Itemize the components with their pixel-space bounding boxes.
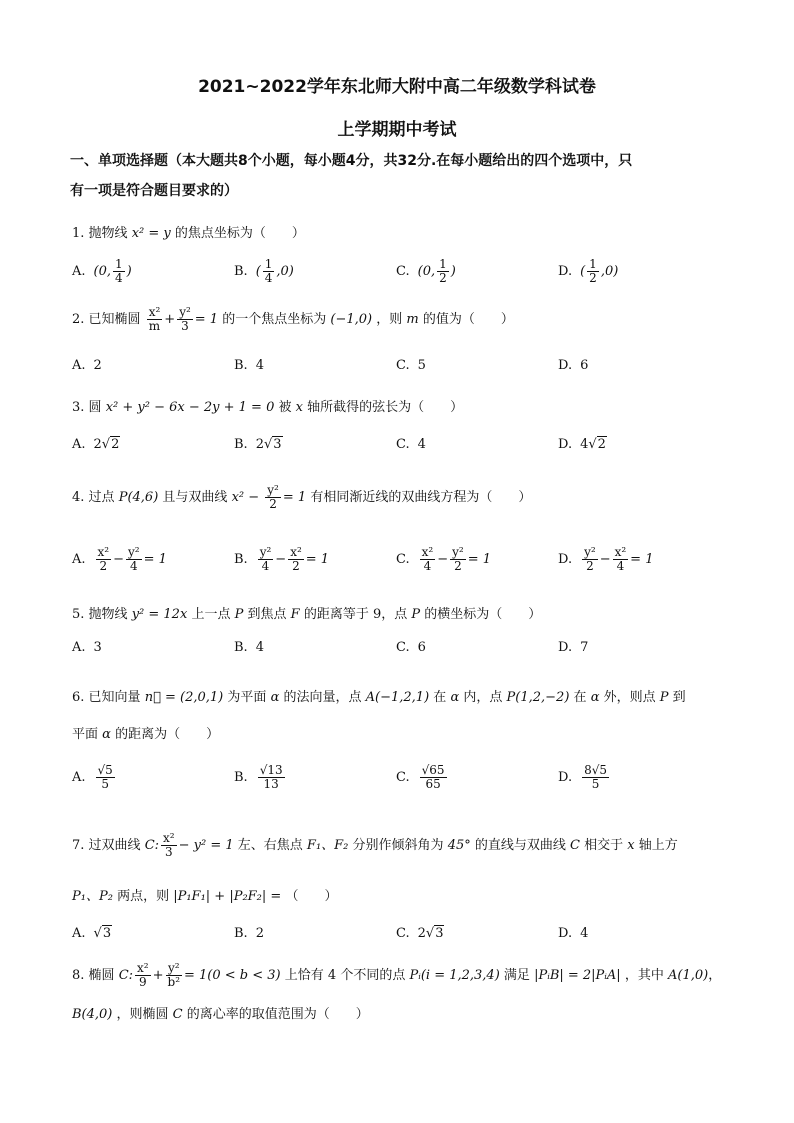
page-title: 2021~2022学年东北师大附中高二年级数学科试卷 [198,77,596,97]
option-a[interactable]: A. 2√2 [72,437,120,452]
option-d[interactable]: D. 6 [558,358,589,373]
question-8-line-2: B(4,0) ，则椭圆 C 的离心率的取值范围为（ ） [72,1007,369,1022]
question-8: 8. 椭圆 C: $\frac{\text{x²}}{9}$ + $\frac{\text{y²}}{\text{b²}}$ = 1(0 < b < 3) 上恰有 4 个不同的点 Pᵢ(i = 1,2,3,4) 满足 |PᵢB| = 2|PᵢA| ，其中 A(1,0)， [72,961,722,989]
question-7: 7. 过双曲线 C: $\frac{\text{x²}}{3}$ − y² = 1 左、右焦点 F₁、F₂ 分别作倾斜角为 45° 的直线与双曲线 C 相交于 x 轴上方 [72,831,678,859]
option-c[interactable]: C. 2√3 [396,926,444,941]
option-c[interactable]: C. (0, $\frac{1}{2}$ ) [396,257,456,285]
option-b[interactable]: B. 4 [234,358,264,373]
option-b[interactable]: B. $\frac{√13}{13}$ [234,763,283,791]
question-4: 4. 过点 P(4,6) 且与双曲线 x² − $\frac{\text{y²}}{2}$ = 1 有相同渐近线的双曲线方程为（ ） [72,483,532,511]
option-d[interactable]: D. 7 [558,640,589,655]
option-b[interactable]: B. 2√3 [234,437,282,452]
option-a[interactable]: A. 2 [72,358,102,373]
option-a[interactable]: A. (0, $\frac{1}{4}$ ) [72,257,132,285]
options-row-3 [72,437,732,463]
question-text: 已知椭圆 [88,312,141,327]
options-row-6 [72,764,732,790]
option-b[interactable]: B. 4 [234,640,264,655]
question-number: 1. [72,226,85,241]
option-b[interactable]: B. 2 [234,926,264,941]
section-heading-line-1: 一、单项选择题（本大题共8个小题，每小题4分，共32分.在每小题给出的四个选项中，只 [70,153,633,169]
options-row-2 [72,358,732,384]
option-d[interactable]: D. ( $\frac{1}{2}$ ,0) [558,257,619,285]
equation: x² + y² − 6x − 2y + 1 = 0 [105,400,275,415]
equation: x² = y [131,226,171,241]
options-row-4 [72,546,732,572]
question-3: 3. 圆 x² + y² − 6x − 2y + 1 = 0 被 x 轴所截得的弦长为（ ） [72,400,464,415]
equation: $\frac{\text{x²}}{m}$ + $\frac{\text{y²}}{3}$ = 1 [148,305,219,333]
options-row-7 [72,926,732,952]
equation: x² − $\frac{\text{y²}}{2}$ = 1 [231,483,307,511]
question-5: 5. 抛物线 y² = 12x 上一点 P 到焦点 F 的距离等于 9，点 P 的横坐标为（ ） [72,607,542,622]
question-2: 2. 已知椭圆 $\frac{\text{x²}}{m}$ + $\frac{\text{y²}}{3}$ = 1 的一个焦点坐标为 (−1,0) ，则 m 的值为（ ） [72,305,514,333]
option-b[interactable]: B. ( $\frac{1}{4}$ ,0) [234,257,294,285]
option-c[interactable]: C. 6 [396,640,426,655]
question-6: 6. 已知向量 n⃗ = (2,0,1) 为平面 α 的法向量，点 A(−1,2,1) 在 α 内，点 P(1,2,−2) 在 α 外，则点 P 到 [72,690,686,705]
option-d[interactable]: D. $\frac{\text{y²}}{2}$ − $\frac{\text{x²}}{4}$ = 1 [558,545,654,573]
option-a[interactable]: A. $\frac{\text{x²}}{2}$ − $\frac{\text{y²}}{4}$ = 1 [72,545,167,573]
question-text: 抛物线 [88,226,128,241]
options-row-1 [72,258,732,284]
option-b[interactable]: B. $\frac{\text{y²}}{4}$ − $\frac{\text{x²}}{2}$ = 1 [234,545,330,573]
question-text: 的一个焦点坐标为 [222,312,327,327]
question-6-line-2: 平面 α 的距离为（ ） [72,727,220,742]
option-a[interactable]: A. 3 [72,640,102,655]
question-1 [72,222,732,241]
option-c[interactable]: C. 4 [396,437,426,452]
option-a[interactable]: A. √3 [72,926,112,941]
options-row-5 [72,640,732,666]
option-d[interactable]: D. 4 [558,926,589,941]
option-c[interactable]: C. $\frac{√65}{65}$ [396,763,445,791]
option-c[interactable]: C. 5 [396,358,426,373]
option-a[interactable]: A. $\frac{√5}{5}$ [72,763,113,791]
option-c[interactable]: C. $\frac{\text{x²}}{4}$ − $\frac{\text{y²}}{2}$ = 1 [396,545,491,573]
option-d[interactable]: D. $\frac{8√5}{5}$ [558,763,608,791]
page-subtitle: 上学期期中考试 [337,120,457,140]
question-text: 的焦点坐标为（ ） [174,226,305,241]
question-number: 2. [72,312,85,327]
section-heading [70,146,730,206]
option-d[interactable]: D. 4√2 [558,437,606,452]
section-heading-line-2: 有一项是符合题目要求的） [70,183,238,199]
question-7-line-2: P₁、P₂ 两点，则 |P₁F₁| + |P₂F₂| = （ ） [72,889,338,904]
